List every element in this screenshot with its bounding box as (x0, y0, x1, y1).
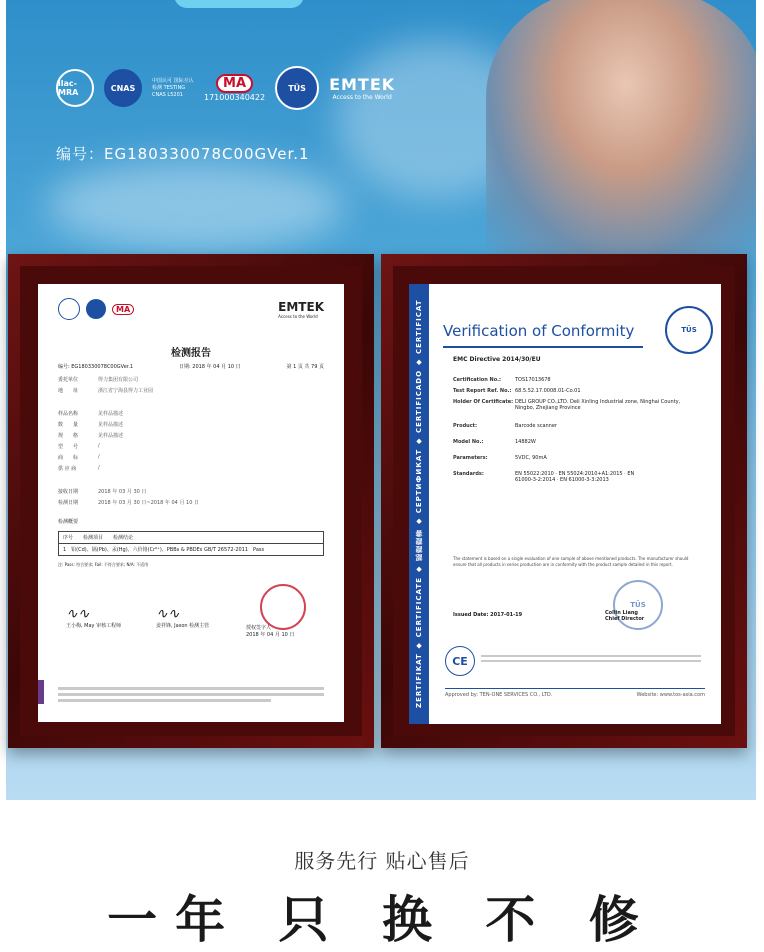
businessman-photo (486, 0, 756, 260)
report-field: 型 号 / (58, 443, 100, 450)
emtek-logo (329, 75, 395, 101)
cma-mark: MA (216, 74, 253, 93)
signer: Collin Liang Chief Director (605, 610, 645, 622)
voc-title: Verification of Conformity (443, 322, 635, 340)
signature-supervisor: ∿∿ 姜祥锋, Jason 检测主管 (156, 606, 210, 629)
result-table-row: 1 铅(Cd)、镉(Pb)、汞(Hg)、六价铬(Cr⁶⁺)、PBBs & PBDEs GB/T 26572-2011 Pass (63, 547, 265, 553)
cn-test-report (38, 284, 344, 722)
report-footer-lines (58, 684, 324, 705)
issued-date: Issued Date: 2017-01-19 (453, 612, 523, 618)
ce-mark-icon: CE (445, 646, 475, 676)
result-table (58, 531, 324, 556)
voc-statement: The statement is based on a single evaluation of one sample of above mentioned products. The manufacturer should ensure that all products in series production are in conformity with the product sample detailed in this report. (453, 556, 689, 567)
report-page: 第 1 页 共 79 页 (286, 364, 324, 370)
website: Website: www.tos-asia.com (636, 692, 705, 698)
voc-field: Product: Barcode scanner (453, 423, 557, 429)
right-certificate-frame (381, 254, 747, 748)
report-logos (58, 298, 134, 320)
warranty-title: 一年 只 换 不 修 (107, 891, 657, 949)
tuv-seal-icon: TÜS (665, 306, 713, 354)
report-date: 日期: 2018 年 04 月 10 日 (178, 364, 241, 370)
top-pill-decoration (174, 0, 304, 8)
emtek-tagline: Access to the World (332, 94, 392, 101)
signature-reviewer: ∿∿ 王小梅, May 审核工程师 (66, 606, 122, 629)
cnas-caption: 中国认可 国际互认 检测 TESTING CNAS L5201 (152, 77, 194, 98)
voc-footer (445, 692, 705, 698)
voc-field: Parameters: 5VDC, 90mA (453, 455, 547, 461)
left-certificate-frame (8, 254, 374, 748)
report-meta (58, 363, 324, 370)
blue-seal-stamp: TÜS (613, 580, 663, 630)
voc-certificate (409, 284, 721, 724)
footer-rule (445, 688, 705, 689)
purple-tab (38, 680, 44, 704)
accreditation-logos (56, 62, 416, 114)
report-field: 规 格 见样品描述 (58, 433, 124, 439)
certificate-side-band: ZERTIFIKAT ◆ CERTIFICATE ◆ 認證證書 ◆ СЕРТИФИКАТ ◆ CERTIFICADO ◆ CERTIFICAT (409, 284, 429, 724)
tuv-logo: TÜS (275, 66, 319, 110)
voc-field: Holder Of Certificate: DELI GROUP CO.,LTD. Deli Xinling Industrial zone, Ninghai County, Ningbo, Zhejiang Province (453, 399, 681, 411)
voc-title-rule (443, 346, 643, 348)
report-field: 接收日期 2018 年 03 月 30 日 (58, 489, 147, 495)
ce-statement-lines (481, 652, 701, 665)
background-blur (46, 160, 346, 250)
directive: EMC Directive 2014/30/EU (453, 356, 541, 363)
ilac-logo: ilac-MRA (56, 69, 94, 107)
report-field: 样品名称 见样品描述 (58, 411, 124, 417)
signature-authorized: 授权签字人 2018 年 04 月 10 日 (246, 625, 295, 638)
report-emtek (278, 300, 324, 319)
cma-logo (204, 74, 265, 102)
ilac-icon (58, 298, 80, 320)
report-emtek-wordmark: EMTEK (278, 300, 324, 314)
report-field: 商 标 / (58, 454, 100, 461)
service-slogan: 服务先行 贴心售后 (294, 849, 470, 873)
voc-fields (453, 372, 703, 488)
report-field: 数 量 见样品描述 (58, 422, 124, 428)
cnas-logo: CNAS (104, 69, 142, 107)
report-body (58, 336, 324, 568)
report-number: 编号: EG180330078C00GVer.1 (58, 364, 134, 370)
voc-field: Model No.: 14882W (453, 439, 536, 445)
cnas-icon (86, 299, 106, 319)
voc-field: Certification No.: TOS17013678 (453, 377, 551, 383)
report-fields (58, 376, 324, 506)
cma-icon: MA (112, 304, 134, 315)
voc-field: Test Report Ref. No.: 68.5.52.17.0008.01-Co.01 (453, 388, 581, 394)
approved-by: Approved by: TEN-ONE SERVICES CO., LTD. (445, 692, 553, 698)
report-field: 检测日期 2018 年 03 月 30 日~2018 年 04 月 10 日 (58, 500, 199, 506)
report-field: 委托单位 得力集团有限公司 (58, 377, 139, 383)
report-field: 供 应 商 / (58, 465, 100, 472)
report-emtek-tagline: Access to the World (278, 314, 318, 319)
result-note: 注: Pass: 符合要求; Fail: 不符合要求; N/A: 不适用 (58, 562, 149, 567)
voc-field: Standards: EN 55022:2010 · EN 55024:2010+A1:2015 · EN 61000-3-2:2014 · EN 61000-3-3:2013 (453, 471, 635, 483)
result-table-header: 序号 检测项目 检测结论 (59, 532, 323, 544)
report-title: 检测报告 (171, 348, 211, 359)
emtek-wordmark: EMTEK (329, 75, 396, 94)
report-field: 地 址 浙江省宁海县得力工业园 (58, 388, 154, 394)
certificate-number: 编号：EG180330078C00GVer.1 (56, 145, 310, 163)
cma-number: 171000340422 (204, 93, 266, 102)
summary-label: 检测概要 (58, 519, 79, 525)
red-seal-stamp (260, 584, 306, 630)
